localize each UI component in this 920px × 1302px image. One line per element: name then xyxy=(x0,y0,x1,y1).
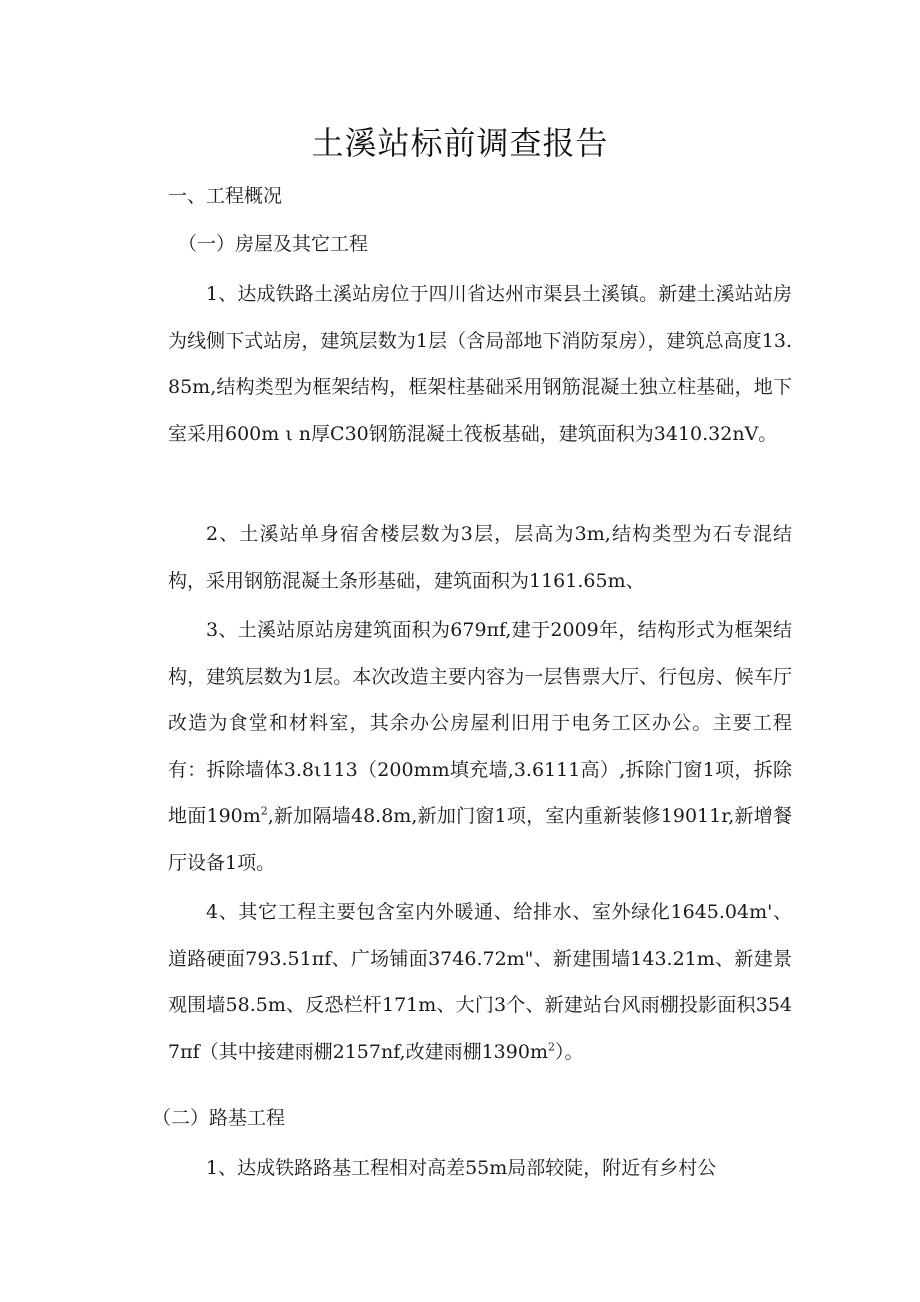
paragraph-other-works xyxy=(168,889,792,1075)
paragraph-subgrade: 1、达成铁路路基工程相对高差55m局部较陡，附近有乡村公 xyxy=(206,1157,717,1179)
section-heading-overview: 一、工程概况 xyxy=(168,185,283,207)
paragraph-station-building: 1、达成铁路土溪站房位于四川省达州市渠县土溪镇。新建土溪站站房为线侧下式站房，建筑层数为1层（含局部地下消防泵房），建筑总高度13.85m,结构类型为框架结构，框架柱基础采用钢筋混凝土独立柱基础，地下室采用600m ι n厚C30钢筋混凝土筏板基础，建筑面积为3410.32nV。 xyxy=(168,283,792,445)
document-title: 土溪站标前调查报告 xyxy=(311,124,609,162)
subsection-heading-subgrade: （二）路基工程 xyxy=(152,1107,286,1129)
subsection-heading-buildings: （一）房屋及其它工程 xyxy=(178,233,369,255)
paragraph-other-works-text-a: 4、其它工程主要包含室内外暖通、给排水、室外绿化1645.04m'、道路硬面793.51πf、广场铺面3746.72m"、新建围墙143.21m、新建景观围墙58.5m、反恐栏杆171m、大门3个、新建站台风雨棚投影面积3547πf（其中接建雨棚2157nf,改建雨棚1390m xyxy=(168,901,792,1063)
paragraph-other-works-text-b: ）。 xyxy=(554,1040,584,1063)
superscript-unit: 2 xyxy=(260,804,268,818)
paragraph-old-station xyxy=(168,607,792,886)
superscript-unit: 2 xyxy=(547,1040,555,1054)
paragraph-old-station-text-b: ,新加隔墙48.8m,新加门窗1项，室内重新装修19011r,新增餐厅设备1项。 xyxy=(168,805,792,874)
paragraph-dormitory: 2、土溪站单身宿舍楼层数为3层，层高为3m,结构类型为石专混结构，采用钢筋混凝土条形基础，建筑面积为1161.65m、 xyxy=(168,523,792,592)
paragraph-old-station-text-a: 3、土溪站原站房建筑面积为679πf,建于2009年，结构形式为框架结构，建筑层数为1层。本次改造主要内容为一层售票大厅、行包房、候车厅改造为食堂和材料室，其余办公房屋利旧用于电务工区办公。主要工程有：拆除墙体3.8ι113（200mm填充墙,3.6111高）,拆除门窗1项，拆除地面190m xyxy=(168,619,792,827)
